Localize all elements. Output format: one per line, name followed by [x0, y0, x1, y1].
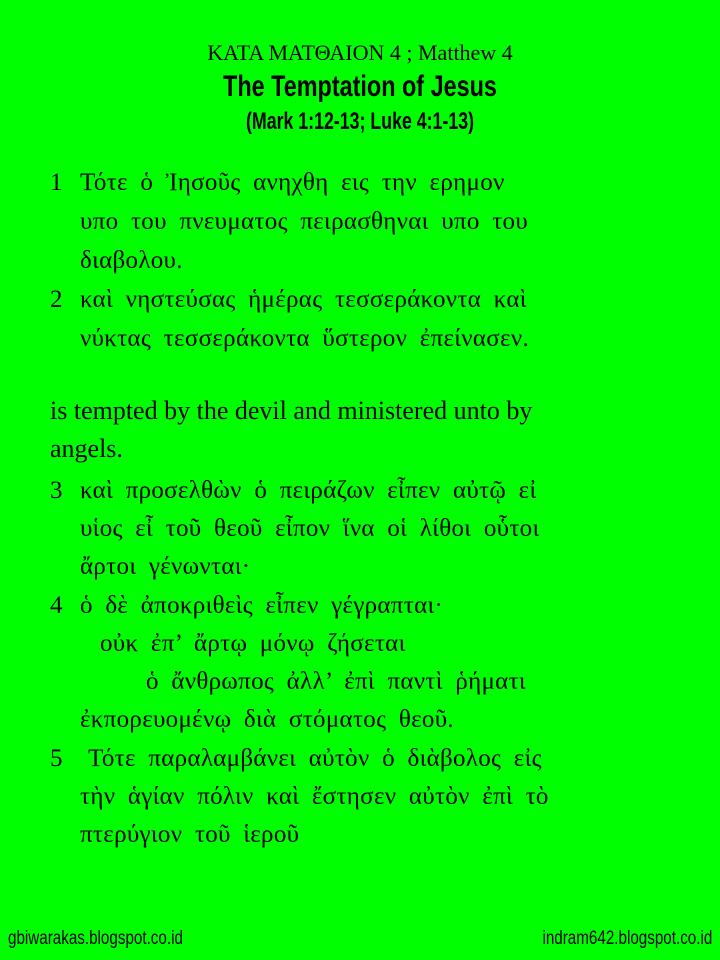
verse-line: οὐκ ἐπ’ ἄρτῳ μόνῳ ζήσεται: [100, 630, 406, 657]
verse-line: διαβολου.: [80, 247, 183, 274]
parallel-references: (Mark 1:12-13; Luke 4:1-13): [245, 108, 475, 135]
verse-line: υπο του πνευματος πειρασθηναι υπο του: [80, 208, 529, 235]
verse-line: ὁ δὲ ἀποκριθεὶς εἶπεν γέγραπται·: [80, 592, 444, 619]
chapter-reference: ΚΑΤΑ ΜΑΤΘΑΙΟΝ 4 ; Matthew 4: [207, 40, 513, 65]
page-title: The Temptation of Jesus: [223, 70, 497, 103]
verse-line: υἱος εἶ τοῦ θεοῦ εἶπον ἵνα οἱ λίθοι οὗτοι: [80, 515, 540, 542]
verse-number: 1: [50, 169, 63, 196]
verse-line: ἐκπορευομένῳ διὰ στόματος θεοῦ.: [80, 706, 454, 733]
verse-number: 2: [50, 286, 63, 313]
verse-line: ὁ ἄνθρωπος ἀλλ’ ἐπὶ παντὶ ῥήματι: [146, 668, 526, 695]
verse-line: καὶ νηστεύσας ἡμέρας τεσσεράκοντα καὶ: [80, 286, 527, 313]
verse-line: τὴν ἁγίαν πόλιν καὶ ἔστησεν αὐτὸν ἐπὶ τὸ: [80, 783, 549, 810]
footer-blog-link-left[interactable]: gbiwarakas.blogspot.co.id: [8, 928, 183, 949]
verse-line: Τότε ὁ Ἰησοῦς ανηχθη εις την ερημον: [80, 169, 505, 196]
verse-line: Τότε παραλαμβάνει αὐτὸν ὁ διὰβολος εἰς: [88, 745, 542, 772]
verse-line: καὶ προσελθὼν ὁ πειράζων εἶπεν αὐτῷ εἰ: [80, 477, 537, 504]
verse-line: νύκτας τεσσεράκοντα ὕστερον ἐπείνασεν.: [80, 325, 529, 352]
verse-number: 4: [50, 592, 63, 619]
verse-number: 5: [50, 745, 63, 772]
verse-number: 3: [50, 477, 63, 504]
english-summary-line: is tempted by the devil and ministered unto by: [50, 396, 533, 425]
verse-line: ἄρτοι γένωνται·: [80, 553, 251, 580]
english-summary-line: angels.: [50, 434, 123, 463]
verse-line: πτερύγιον τοῦ ἱεροῦ: [80, 821, 300, 848]
footer-blog-link-right[interactable]: indram642.blogspot.co.id: [542, 928, 712, 949]
